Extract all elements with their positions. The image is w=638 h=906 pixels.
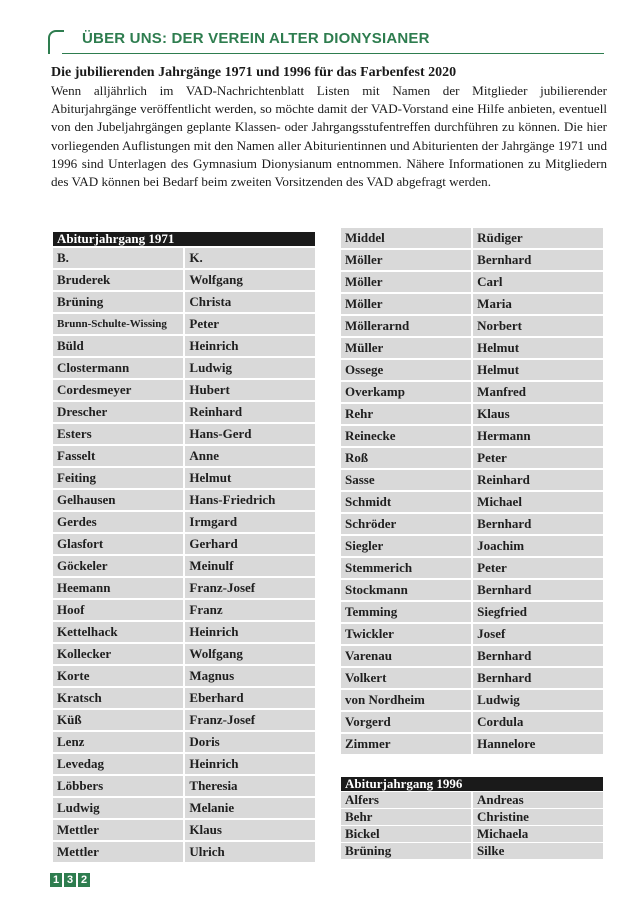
last-name-cell: Korte bbox=[53, 666, 185, 686]
last-name-cell: Schröder bbox=[341, 514, 473, 534]
last-name-cell: B. bbox=[53, 248, 185, 268]
first-name-cell: Manfred bbox=[473, 382, 603, 402]
last-name-cell: Büld bbox=[53, 336, 185, 356]
table-body-1971-left bbox=[53, 248, 315, 862]
last-name-cell: Overkamp bbox=[341, 382, 473, 402]
first-name-cell: Irmgard bbox=[185, 512, 315, 532]
first-name-cell: Hermann bbox=[473, 426, 603, 446]
last-name-cell: Esters bbox=[53, 424, 185, 444]
last-name-cell: Stockmann bbox=[341, 580, 473, 600]
last-name-cell: Mettler bbox=[53, 842, 185, 862]
first-name-cell: Heinrich bbox=[185, 622, 315, 642]
last-name-cell: Möller bbox=[341, 272, 473, 292]
table-row bbox=[341, 646, 603, 666]
header-bracket-ornament bbox=[48, 30, 64, 54]
last-name-cell: Göckeler bbox=[53, 556, 185, 576]
table-row bbox=[341, 448, 603, 468]
table-row bbox=[53, 292, 315, 312]
table-row bbox=[53, 336, 315, 356]
article-heading: Die jubilierenden Jahrgänge 1971 und 1996 für das Farbenfest 2020 bbox=[51, 65, 457, 80]
first-name-cell: Hubert bbox=[185, 380, 315, 400]
table-row bbox=[341, 272, 603, 292]
last-name-cell: Behr bbox=[341, 809, 473, 825]
table-row bbox=[341, 668, 603, 688]
last-name-cell: Temming bbox=[341, 602, 473, 622]
last-name-cell: Feiting bbox=[53, 468, 185, 488]
first-name-cell: Michael bbox=[473, 492, 603, 512]
last-name-cell: Volkert bbox=[341, 668, 473, 688]
first-name-cell: Wolfgang bbox=[185, 270, 315, 290]
last-name-cell: Sasse bbox=[341, 470, 473, 490]
first-name-cell: Bernhard bbox=[473, 646, 603, 666]
first-name-cell: Melanie bbox=[185, 798, 315, 818]
table-row bbox=[53, 798, 315, 818]
last-name-cell: Kratsch bbox=[53, 688, 185, 708]
last-name-cell: Kollecker bbox=[53, 644, 185, 664]
first-name-cell: Hans-Gerd bbox=[185, 424, 315, 444]
last-name-cell: Möller bbox=[341, 294, 473, 314]
first-name-cell: Doris bbox=[185, 732, 315, 752]
table-row bbox=[341, 558, 603, 578]
page-number bbox=[50, 873, 90, 887]
table-row bbox=[53, 644, 315, 664]
last-name-cell: Lenz bbox=[53, 732, 185, 752]
first-name-cell: Carl bbox=[473, 272, 603, 292]
table-row bbox=[53, 358, 315, 378]
first-name-cell: Eberhard bbox=[185, 688, 315, 708]
last-name-cell: Brüning bbox=[53, 292, 185, 312]
table-title-1971: Abiturjahrgang 1971 bbox=[53, 232, 315, 246]
first-name-cell: Magnus bbox=[185, 666, 315, 686]
last-name-cell: Cordesmeyer bbox=[53, 380, 185, 400]
page-digit: 1 bbox=[50, 873, 62, 887]
first-name-cell: Christine bbox=[473, 809, 603, 825]
first-name-cell: Franz-Josef bbox=[185, 710, 315, 730]
first-name-cell: Theresia bbox=[185, 776, 315, 796]
table-row bbox=[341, 712, 603, 732]
article-body: Wenn alljährlich im VAD-Nachrichtenblatt Listen mit Namen der Mitglieder jubilierender Abiturjahrgänge veröffentlicht werden, so möchte damit der VAD-Vorstand eine Hilfe anbieten, eventuell von den Jubeljahrgängen geplante Klassen- oder Jahrgangsstufentreffen durchführen zu können. Die hier vorliegenden Auflistungen mit den Namen aller Abiturientinnen und Abiturienten der Jahrgänge 1971 und 1996 sind Unterlagen des Gymnasium Dionysianum entnommen. Nähere Informationen zu Mitgliedern des VAD können bei Bedarf beim zweiten Vorsitzenden des VAD abgefragt werden. bbox=[51, 83, 607, 190]
last-name-cell: Drescher bbox=[53, 402, 185, 422]
first-name-cell: Reinhard bbox=[473, 470, 603, 490]
first-name-cell: Hans-Friedrich bbox=[185, 490, 315, 510]
first-name-cell: Klaus bbox=[185, 820, 315, 840]
last-name-cell: Zimmer bbox=[341, 734, 473, 754]
first-name-cell: Joachim bbox=[473, 536, 603, 556]
last-name-cell: Möllerarnd bbox=[341, 316, 473, 336]
last-name-cell: Kettelhack bbox=[53, 622, 185, 642]
first-name-cell: Heinrich bbox=[185, 336, 315, 356]
first-name-cell: Bernhard bbox=[473, 580, 603, 600]
first-name-cell: Michaela bbox=[473, 826, 603, 842]
table-body-1971-right bbox=[341, 228, 603, 754]
table-row bbox=[341, 404, 603, 424]
table-row bbox=[341, 690, 603, 710]
first-name-cell: Silke bbox=[473, 843, 603, 859]
table-row bbox=[341, 250, 603, 270]
table-1996 bbox=[341, 776, 603, 860]
table-row bbox=[53, 820, 315, 840]
section-header bbox=[48, 30, 604, 54]
first-name-cell: Siegfried bbox=[473, 602, 603, 622]
table-row bbox=[53, 666, 315, 686]
table-row bbox=[53, 578, 315, 598]
last-name-cell: Möller bbox=[341, 250, 473, 270]
last-name-cell: Siegler bbox=[341, 536, 473, 556]
first-name-cell: Ludwig bbox=[185, 358, 315, 378]
last-name-cell: Bruderek bbox=[53, 270, 185, 290]
table-row bbox=[53, 556, 315, 576]
table-row bbox=[53, 622, 315, 642]
first-name-cell: Bernhard bbox=[473, 250, 603, 270]
table-row bbox=[341, 360, 603, 380]
last-name-cell: von Nordheim bbox=[341, 690, 473, 710]
first-name-cell: K. bbox=[185, 248, 315, 268]
table-row bbox=[53, 446, 315, 466]
last-name-cell: Brunn-Schulte-Wissing bbox=[53, 314, 185, 334]
last-name-cell: Schmidt bbox=[341, 492, 473, 512]
first-name-cell: Anne bbox=[185, 446, 315, 466]
last-name-cell: Hoof bbox=[53, 600, 185, 620]
last-name-cell: Roß bbox=[341, 448, 473, 468]
table-row bbox=[53, 424, 315, 444]
first-name-cell: Klaus bbox=[473, 404, 603, 424]
table-row bbox=[341, 734, 603, 754]
table-row bbox=[341, 536, 603, 556]
last-name-cell: Brüning bbox=[341, 843, 473, 859]
table-row bbox=[341, 792, 603, 808]
table-row bbox=[341, 826, 603, 842]
first-name-cell: Christa bbox=[185, 292, 315, 312]
last-name-cell: Rehr bbox=[341, 404, 473, 424]
last-name-cell: Bickel bbox=[341, 826, 473, 842]
table-row bbox=[341, 514, 603, 534]
table-title-1996: Abiturjahrgang 1996 bbox=[341, 777, 603, 791]
last-name-cell: Vorgerd bbox=[341, 712, 473, 732]
first-name-cell: Meinulf bbox=[185, 556, 315, 576]
table-body-1996 bbox=[341, 792, 603, 859]
table-row bbox=[341, 294, 603, 314]
first-name-cell: Rüdiger bbox=[473, 228, 603, 248]
table-row bbox=[341, 316, 603, 336]
last-name-cell: Reinecke bbox=[341, 426, 473, 446]
table-row bbox=[53, 776, 315, 796]
last-name-cell: Mettler bbox=[53, 820, 185, 840]
first-name-cell: Hannelore bbox=[473, 734, 603, 754]
last-name-cell: Löbbers bbox=[53, 776, 185, 796]
table-row bbox=[53, 380, 315, 400]
last-name-cell: Levedag bbox=[53, 754, 185, 774]
section-title: ÜBER UNS: DER VEREIN ALTER DIONYSIANER bbox=[82, 30, 430, 47]
table-row bbox=[53, 534, 315, 554]
table-row bbox=[341, 624, 603, 644]
last-name-cell: Middel bbox=[341, 228, 473, 248]
first-name-cell: Helmut bbox=[185, 468, 315, 488]
table-row bbox=[341, 426, 603, 446]
last-name-cell: Gelhausen bbox=[53, 490, 185, 510]
table-row bbox=[341, 602, 603, 622]
last-name-cell: Ludwig bbox=[53, 798, 185, 818]
table-1971-right bbox=[341, 226, 603, 756]
page-digit: 3 bbox=[64, 873, 76, 887]
table-row bbox=[341, 580, 603, 600]
first-name-cell: Franz bbox=[185, 600, 315, 620]
first-name-cell: Franz-Josef bbox=[185, 578, 315, 598]
first-name-cell: Bernhard bbox=[473, 668, 603, 688]
last-name-cell: Küß bbox=[53, 710, 185, 730]
first-name-cell: Peter bbox=[185, 314, 315, 334]
last-name-cell: Alfers bbox=[341, 792, 473, 808]
header-rule bbox=[62, 53, 604, 54]
table-row bbox=[53, 688, 315, 708]
table-row bbox=[53, 248, 315, 268]
first-name-cell: Andreas bbox=[473, 792, 603, 808]
first-name-cell: Reinhard bbox=[185, 402, 315, 422]
last-name-cell: Gerdes bbox=[53, 512, 185, 532]
table-row bbox=[341, 382, 603, 402]
table-row bbox=[341, 470, 603, 490]
table-row bbox=[341, 843, 603, 859]
page-digit: 2 bbox=[78, 873, 90, 887]
first-name-cell: Helmut bbox=[473, 338, 603, 358]
table-row bbox=[53, 754, 315, 774]
last-name-cell: Heemann bbox=[53, 578, 185, 598]
table-row bbox=[53, 600, 315, 620]
last-name-cell: Müller bbox=[341, 338, 473, 358]
table-row bbox=[53, 512, 315, 532]
first-name-cell: Cordula bbox=[473, 712, 603, 732]
first-name-cell: Ulrich bbox=[185, 842, 315, 862]
table-row bbox=[53, 270, 315, 290]
table-row bbox=[341, 492, 603, 512]
table-row bbox=[53, 710, 315, 730]
first-name-cell: Helmut bbox=[473, 360, 603, 380]
last-name-cell: Varenau bbox=[341, 646, 473, 666]
first-name-cell: Gerhard bbox=[185, 534, 315, 554]
first-name-cell: Peter bbox=[473, 558, 603, 578]
first-name-cell: Norbert bbox=[473, 316, 603, 336]
first-name-cell: Maria bbox=[473, 294, 603, 314]
table-row bbox=[53, 842, 315, 862]
table-row bbox=[341, 338, 603, 358]
last-name-cell: Glasfort bbox=[53, 534, 185, 554]
table-1971-left bbox=[53, 230, 315, 864]
last-name-cell: Twickler bbox=[341, 624, 473, 644]
first-name-cell: Peter bbox=[473, 448, 603, 468]
intro-block bbox=[51, 64, 607, 191]
table-row bbox=[341, 228, 603, 248]
table-row bbox=[341, 809, 603, 825]
last-name-cell: Ossege bbox=[341, 360, 473, 380]
last-name-cell: Stemmerich bbox=[341, 558, 473, 578]
table-row bbox=[53, 490, 315, 510]
first-name-cell: Ludwig bbox=[473, 690, 603, 710]
table-row bbox=[53, 402, 315, 422]
table-row bbox=[53, 732, 315, 752]
last-name-cell: Clostermann bbox=[53, 358, 185, 378]
table-row bbox=[53, 314, 315, 334]
first-name-cell: Josef bbox=[473, 624, 603, 644]
first-name-cell: Bernhard bbox=[473, 514, 603, 534]
last-name-cell: Fasselt bbox=[53, 446, 185, 466]
first-name-cell: Heinrich bbox=[185, 754, 315, 774]
first-name-cell: Wolfgang bbox=[185, 644, 315, 664]
table-row bbox=[53, 468, 315, 488]
